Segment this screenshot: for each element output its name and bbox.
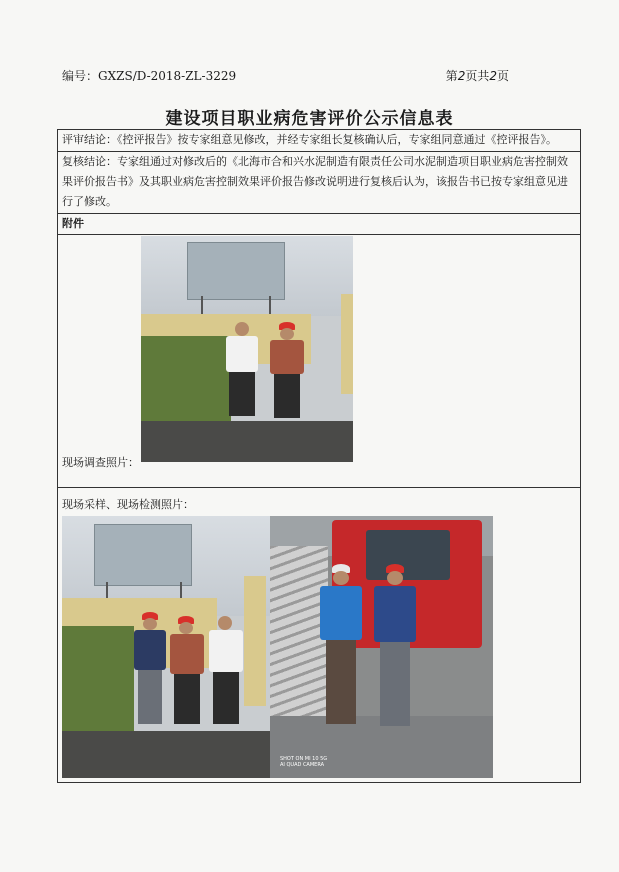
document-number: 编号：GXZS/D-2018-ZL-3229 <box>62 69 237 83</box>
sampling-photo-right <box>270 516 493 778</box>
sampling-row <box>58 488 580 782</box>
site-survey-photo <box>141 236 353 462</box>
sampling-photo-left <box>62 516 270 778</box>
recheck-conclusion-row <box>58 152 580 214</box>
recheck-conclusion-text: 复核结论：专家组通过对修改后的《北海市合和兴水泥制造有限责任公司水泥制造项目职业病危害控制效果评价报告书》及其职业病危害控制效果评价报告修改说明进行复核后认为，该报告书已按专家组意见进行了修改。 <box>62 155 568 208</box>
sampling-caption: 现场采样、现场检测照片： <box>62 498 194 511</box>
camera-watermark <box>280 756 327 768</box>
page-indicator <box>446 67 509 84</box>
document-title: 建设项目职业病危害评价公示信息表 <box>165 109 454 129</box>
page-total: 2 <box>489 69 497 83</box>
attachment-row <box>58 214 580 235</box>
page-prefix: 第 <box>445 69 458 83</box>
review-conclusion-row <box>58 130 580 152</box>
page-current: 2 <box>457 69 466 83</box>
page-suffix: 页 <box>496 69 509 83</box>
watermark-line2: AI QUAD CAMERA <box>280 762 325 768</box>
page-middle: 页共 <box>465 69 490 83</box>
attachment-label: 附件 <box>62 217 84 230</box>
site-survey-row <box>58 235 580 488</box>
info-table <box>57 129 581 783</box>
review-conclusion-text: 评审结论：《控评报告》按专家组意见修改，并经专家组长复核确认后，专家组同意通过《控评报告》。 <box>62 133 557 146</box>
watermark-line1: SHOT ON MI 10 5G <box>280 756 328 762</box>
site-survey-caption: 现场调查照片： <box>62 456 139 469</box>
